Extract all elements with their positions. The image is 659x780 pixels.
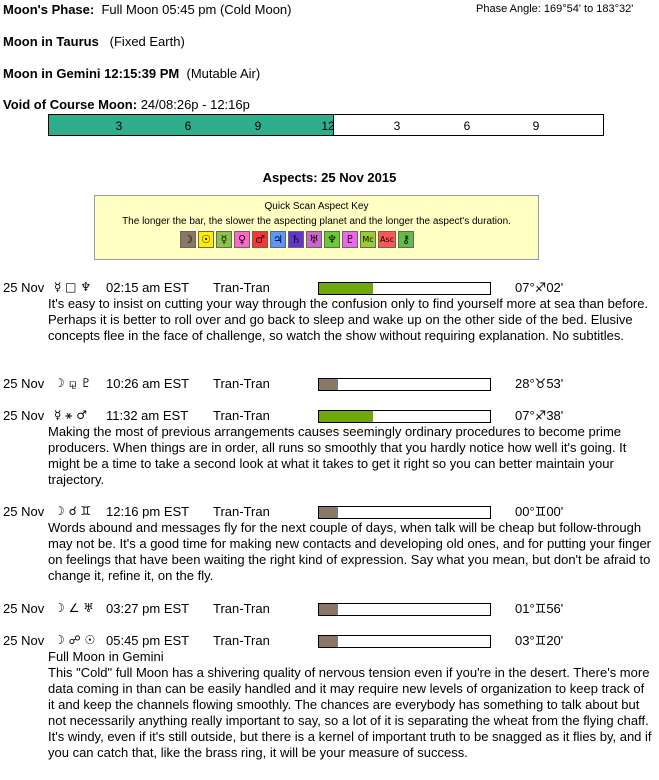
aspects-title: Aspects: 25 Nov 2015 — [262, 170, 397, 185]
aspect-key-glyph: ♅ — [306, 231, 322, 248]
aspect-position: 07°♐38' — [515, 408, 564, 423]
aspect-key-glyph: ☉ — [198, 231, 214, 248]
aspect-duration-fill — [319, 604, 338, 615]
aspect-key-subtitle: The longer the bar, the slower the aspecting planet and the longer the aspect's duration. — [122, 216, 511, 227]
aspect-type: Tran-Tran — [213, 408, 270, 423]
voc-tick: 9 — [532, 119, 540, 133]
aspect-duration-bar — [318, 282, 491, 295]
moon-sign-1 — [3, 34, 185, 49]
voc-tick: 9 — [254, 119, 262, 133]
void-of-course-bar — [48, 114, 604, 136]
aspect-row — [0, 408, 659, 424]
voc-label: Void of Course Moon: — [3, 97, 138, 112]
aspect-glyphs: ☽ ☌ ♊ — [54, 504, 92, 518]
moon-sign-2-label: Moon in Gemini 12:15:39 PM — [3, 66, 180, 81]
moon-sign-1-label: Moon in Taurus — [3, 34, 99, 49]
aspect-glyphs: ☿ ⚹ ♂ — [54, 408, 87, 422]
aspect-type: Tran-Tran — [213, 376, 270, 391]
aspect-date: 25 Nov — [3, 504, 45, 519]
aspect-position: 07°♐02' — [515, 280, 564, 295]
aspect-key-glyph: Asc — [378, 231, 396, 248]
aspect-key-glyph: ☿ — [216, 231, 232, 248]
aspect-duration-bar — [318, 410, 491, 423]
aspect-time: 05:45 pm EST — [106, 633, 190, 648]
aspect-row — [0, 376, 659, 392]
aspect-duration-bar — [318, 378, 491, 391]
aspect-description: Making the most of previous arrangements causes seemingly ordinary procedures to become prime producers. When things are in order, all runs so smoothly that you hardly notice how well it's going. It might be a time to take a second look at what it takes to get it right so you can better maintain your trajectory. — [48, 424, 627, 487]
aspect-subtitle: Full Moon in Gemini — [48, 649, 164, 664]
aspect-glyphs: ☽ ☍ ☉ — [54, 633, 96, 647]
aspect-key-glyph: ♄ — [288, 231, 304, 248]
aspect-time: 03:27 pm EST — [106, 601, 190, 616]
aspect-key-glyph: ♀ — [234, 231, 250, 248]
moon-phase-value: Full Moon 05:45 pm (Cold Moon) — [101, 2, 292, 17]
phase-angle: Phase Angle: 169°54' to 183°32' — [476, 3, 634, 15]
aspect-type: Tran-Tran — [213, 601, 270, 616]
aspect-duration-fill — [319, 507, 338, 518]
voc-tick: 12 — [321, 119, 335, 133]
aspect-key-glyph: ⚷ — [398, 231, 414, 248]
aspect-key-glyph: ☽ — [180, 231, 196, 248]
aspect-key-glyphs — [180, 231, 416, 249]
voc-value: 24/08:26p - 12:16p — [140, 97, 250, 112]
aspect-position: 28°♉53' — [515, 376, 564, 391]
aspect-description: It's easy to insist on cutting your way through the confusion only to find yourself more at sea than before. Perhaps it is better to roll over and go back to sleep and wake up on the other side of the bed. Elusive concepts flee in the face of challenge, so watch the show without requiring explanation. No subtitles. — [48, 296, 649, 343]
aspect-position: 01°♊56' — [515, 601, 564, 616]
moon-phase-line — [3, 2, 291, 17]
aspect-key-glyph: ♇ — [342, 231, 358, 248]
aspect-row — [0, 633, 659, 649]
aspect-position: 00°♊00' — [515, 504, 564, 519]
aspect-type: Tran-Tran — [213, 633, 270, 648]
aspect-position: 03°♊20' — [515, 633, 564, 648]
aspect-duration-bar — [318, 603, 491, 616]
aspect-type: Tran-Tran — [213, 504, 270, 519]
voc-tick: 6 — [184, 119, 192, 133]
aspect-date: 25 Nov — [3, 601, 45, 616]
aspect-date: 25 Nov — [3, 633, 45, 648]
aspect-row — [0, 601, 659, 617]
aspect-glyphs: ☿ □ ♆ — [54, 280, 92, 294]
aspect-time: 02:15 am EST — [106, 280, 190, 295]
voc-tick: 6 — [463, 119, 471, 133]
aspect-row — [0, 280, 659, 296]
aspect-key-glyph: Mc — [360, 231, 376, 248]
aspect-key-glyph: ♆ — [324, 231, 340, 248]
aspect-time: 10:26 am EST — [106, 376, 190, 391]
aspect-description: This "Cold" full Moon has a shivering quality of nervous tension even if you're in the desert. There's more data coming in than can be easily handled and it may require new levels of organization to keep track of it and keep the channels flowing smoothly. The chances are everybody has something to talk about but not necessarily anything really important to say, so a lot of it is separating the wheat from the flying chaff. It's windy, even if it's still outside, but there is a kernel of important truth to be snagged as it flies by, and if you can catch that, like the brass ring, it will be your measure of success. — [48, 665, 652, 760]
moon-sign-2 — [3, 66, 260, 81]
aspect-key-glyph: ♃ — [270, 231, 286, 248]
aspect-duration-bar — [318, 635, 491, 648]
aspect-date: 25 Nov — [3, 408, 45, 423]
moon-phase-label: Moon's Phase: — [3, 2, 95, 17]
aspect-row — [0, 504, 659, 520]
moon-sign-1-note: (Fixed Earth) — [109, 34, 185, 49]
aspect-type: Tran-Tran — [213, 280, 270, 295]
aspect-description: Words abound and messages fly for the next couple of days, when talk will be cheap but follow-through may not be. It's a good time for making new contacts and developing old ones, and for putting your finger on feelings that have been waiting the right kind of expression. Say what you mean, but don't be afraid to change it, refine it, on the fly. — [48, 520, 652, 583]
aspect-time: 12:16 pm EST — [106, 504, 190, 519]
void-of-course — [3, 97, 250, 112]
aspect-key-glyph: ♂ — [252, 231, 268, 248]
aspect-date: 25 Nov — [3, 376, 45, 391]
aspect-time: 11:32 am EST — [106, 408, 189, 423]
aspect-duration-fill — [319, 379, 338, 390]
aspect-duration-fill — [319, 411, 373, 422]
aspect-key — [94, 195, 539, 260]
aspect-date: 25 Nov — [3, 280, 45, 295]
voc-tick: 3 — [393, 119, 401, 133]
voc-tick: 3 — [115, 119, 123, 133]
moon-sign-2-note: (Mutable Air) — [186, 66, 261, 81]
aspect-duration-bar — [318, 506, 491, 519]
aspect-glyphs: ☽ ∠ ♅ — [54, 601, 94, 615]
aspect-glyphs: ☽ ⚼ ♇ — [54, 376, 92, 390]
aspect-duration-fill — [319, 283, 373, 294]
aspect-duration-fill — [319, 636, 338, 647]
aspect-key-title: Quick Scan Aspect Key — [264, 201, 369, 212]
